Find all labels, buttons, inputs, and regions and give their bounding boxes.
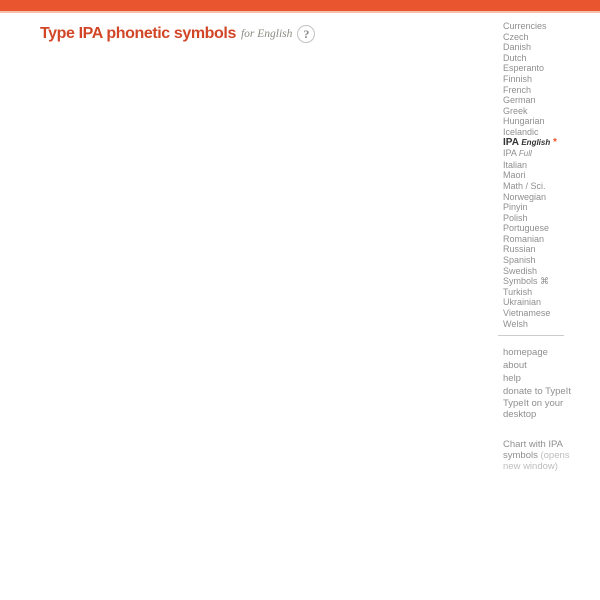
language-label: Portuguese xyxy=(503,223,550,234)
sidebar-link-about[interactable] xyxy=(503,360,588,371)
language-label: Polish xyxy=(503,212,528,223)
page-header xyxy=(40,25,315,43)
language-label: IPA xyxy=(503,136,519,148)
language-suffix: Full xyxy=(518,149,532,159)
sidebar-item-french[interactable] xyxy=(503,85,588,96)
language-label: Hungarian xyxy=(503,116,545,127)
language-label: Ukrainian xyxy=(503,297,542,308)
sidebar-link-donate-to-typeit[interactable] xyxy=(503,386,588,397)
language-label: Finnish xyxy=(503,73,533,84)
site-link-label: TypeIt on your desktop xyxy=(503,398,564,421)
chart-link-note: (opens new window) xyxy=(503,450,570,473)
sidebar-item-danish[interactable] xyxy=(503,42,588,53)
top-accent-bar xyxy=(0,0,600,13)
site-links-list xyxy=(503,347,588,420)
sidebar-item-turkish[interactable] xyxy=(503,287,588,298)
sidebar-item-finnish[interactable] xyxy=(503,74,588,85)
sidebar-link-homepage[interactable] xyxy=(503,347,588,358)
sidebar-item-swedish[interactable] xyxy=(503,266,588,277)
site-link-label: donate to TypeIt xyxy=(503,385,571,397)
sidebar-item-spanish[interactable] xyxy=(503,255,588,266)
sidebar-item-greek[interactable] xyxy=(503,106,588,117)
language-label: Vietnamese xyxy=(503,308,551,319)
site-link-label: help xyxy=(503,372,521,384)
language-label: Russian xyxy=(503,244,536,255)
language-label: Math / Sci. xyxy=(503,180,546,191)
sidebar-item-russian[interactable] xyxy=(503,244,588,255)
language-label: Romanian xyxy=(503,233,545,244)
language-suffix: English xyxy=(521,137,551,147)
language-label: IPA xyxy=(503,148,517,159)
language-label: Italian xyxy=(503,159,528,170)
language-label: Dutch xyxy=(503,52,527,63)
language-label: Spanish xyxy=(503,255,536,266)
sidebar-item-portuguese[interactable] xyxy=(503,223,588,234)
sidebar-divider xyxy=(498,335,564,336)
language-list xyxy=(503,21,588,329)
language-label: Pinyin xyxy=(503,202,528,213)
sidebar-item-maori[interactable] xyxy=(503,170,588,181)
language-label: Czech xyxy=(503,31,529,42)
page-title: Type IPA phonetic symbols xyxy=(40,25,236,42)
sidebar-item-pinyin[interactable] xyxy=(503,202,588,213)
sidebar-item-polish[interactable] xyxy=(503,213,588,224)
sidebar-link-help[interactable] xyxy=(503,373,588,384)
sidebar-item-currencies[interactable] xyxy=(503,21,588,32)
language-label: Danish xyxy=(503,42,532,53)
language-label: Greek xyxy=(503,105,528,116)
sidebar-item-czech[interactable] xyxy=(503,32,588,43)
sidebar-item-dutch[interactable] xyxy=(503,53,588,64)
sidebar-item-romanian[interactable] xyxy=(503,234,588,245)
language-label: Icelandic xyxy=(503,126,539,137)
language-label: Maori xyxy=(503,170,526,181)
page-subtitle: for English xyxy=(240,28,293,40)
sidebar-item-math-sci[interactable] xyxy=(503,181,588,192)
chart-link[interactable] xyxy=(503,439,588,472)
sidebar-item-norwegian[interactable] xyxy=(503,192,588,203)
help-button[interactable] xyxy=(297,25,315,43)
sidebar xyxy=(503,21,588,472)
site-link-label: homepage xyxy=(503,347,548,359)
language-label: German xyxy=(503,95,536,106)
sidebar-item-esperanto[interactable] xyxy=(503,63,588,74)
language-label: Esperanto xyxy=(503,63,545,74)
sidebar-item-symbols[interactable] xyxy=(503,276,588,287)
sidebar-item-ipa-full[interactable] xyxy=(503,148,588,160)
sidebar-item-ukrainian[interactable] xyxy=(503,297,588,308)
language-label: Currencies xyxy=(503,21,547,31)
sidebar-item-german[interactable] xyxy=(503,95,588,106)
sidebar-item-ipa-english[interactable] xyxy=(503,138,588,149)
language-label: Norwegian xyxy=(503,191,547,202)
language-label: French xyxy=(503,84,532,95)
sidebar-item-hungarian[interactable] xyxy=(503,116,588,127)
sidebar-item-welsh[interactable] xyxy=(503,319,588,330)
question-mark-icon: ? xyxy=(303,26,310,41)
sidebar-link-typeit-on-your-desktop[interactable] xyxy=(503,398,588,420)
language-label: Welsh xyxy=(503,318,528,329)
site-link-label: about xyxy=(503,360,527,372)
sidebar-item-vietnamese[interactable] xyxy=(503,308,588,319)
language-label: Swedish xyxy=(503,265,538,276)
sidebar-item-italian[interactable] xyxy=(503,160,588,171)
active-page-marker-icon: * xyxy=(553,136,557,148)
chart-link-text: Chart with IPA symbols xyxy=(503,439,563,462)
language-label: Turkish xyxy=(503,286,533,297)
language-label: Symbols ⌘ xyxy=(503,276,550,287)
